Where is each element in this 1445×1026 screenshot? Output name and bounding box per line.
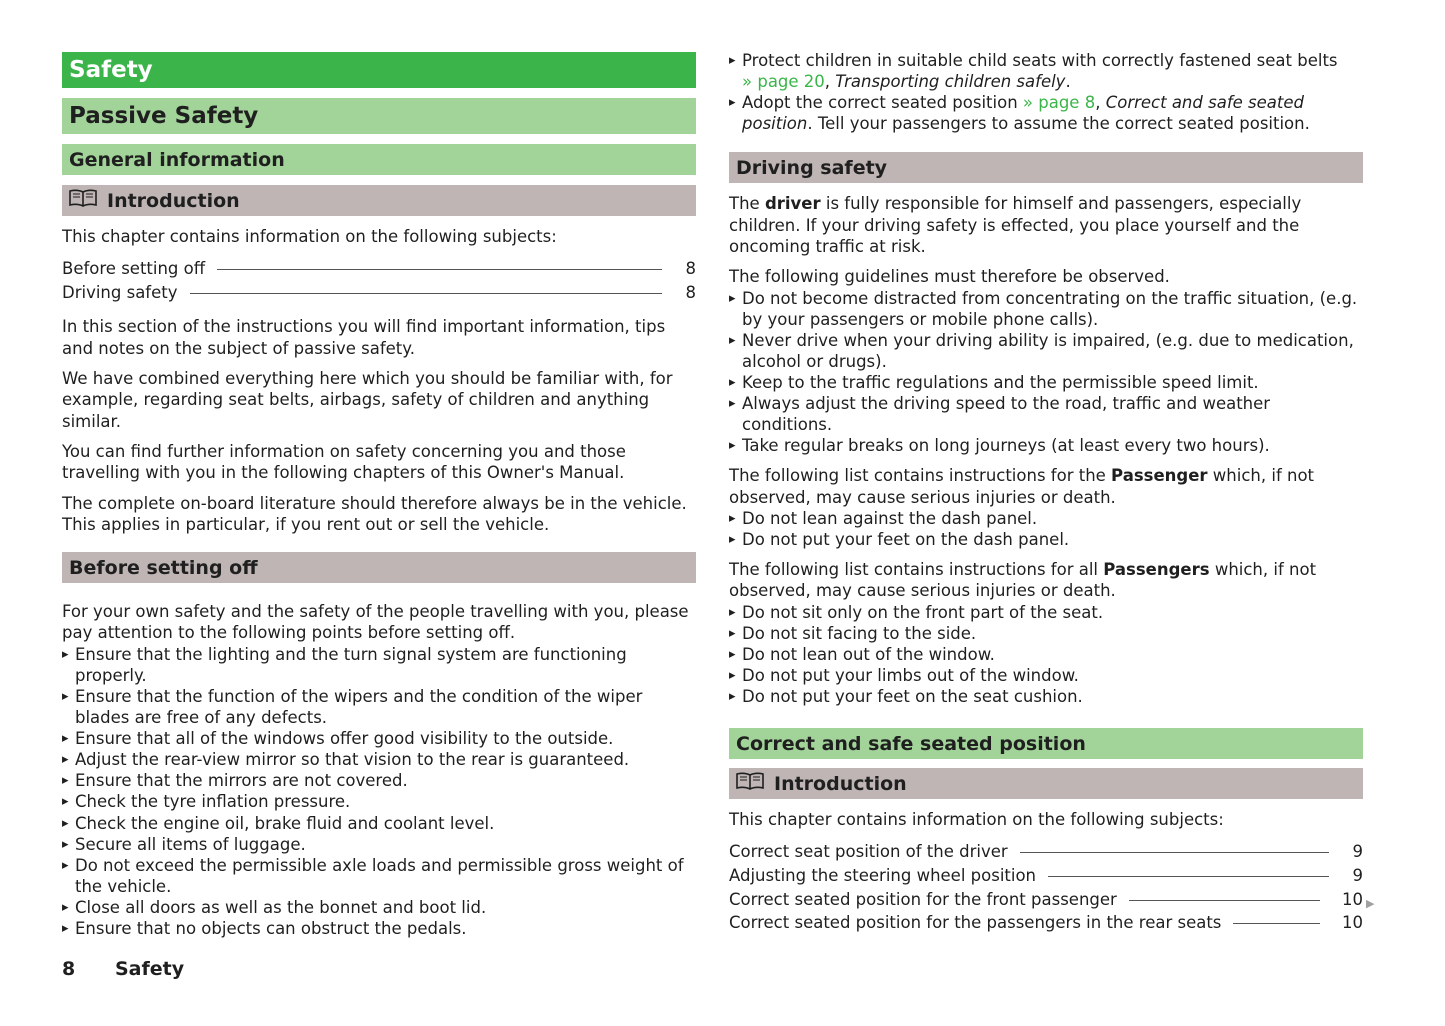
toc-title: Correct seated position for the front passenger: [729, 889, 1117, 909]
list-item: ▸ Secure all items of luggage.: [62, 834, 696, 855]
book-icon: [69, 189, 97, 212]
cross-reference: Transporting children safely: [835, 72, 1066, 92]
intro-heading: [62, 185, 696, 216]
passengers-paragraph: The following list contains instructions for all Passengers which, if not observed, may cause serious injuries or death.: [729, 560, 1317, 601]
list-item: ▸ Do not put your feet on the seat cushion.: [729, 686, 1363, 707]
page-link[interactable]: » page 20: [742, 72, 825, 92]
list-item: ▸ Do not put your limbs out of the window.: [729, 665, 1363, 686]
list-item: ▸ Keep to the traffic regulations and the permissible speed limit.: [729, 372, 1363, 393]
cross-reference: Correct and safe seated position: [742, 93, 1304, 134]
item-end: .: [1065, 72, 1071, 92]
list-item: ▸ Do not put your feet on the dash panel.: [729, 529, 1363, 550]
child-seat-list: [729, 50, 1363, 134]
guidelines-lead: The following guidelines must therefore be observed.: [729, 267, 1170, 287]
list-item: ▸ Do not sit facing to the side.: [729, 623, 1363, 644]
page-footer: [62, 958, 184, 980]
intro-heading-label: Introduction: [107, 189, 240, 212]
list-item: ▸ Check the tyre inflation pressure.: [62, 791, 696, 812]
before-lead: For your own safety and the safety of the people travelling with you, please pay attention to the following points before setting off.: [62, 602, 689, 643]
seated-toc-list: [729, 840, 1363, 934]
driving-paragraph: The driver is fully responsible for himself and passengers, especially children. If your driving safety is effected, you place yourself and the oncoming traffic at risk.: [729, 194, 1302, 256]
list-item: ▸ Do not lean against the dash panel.: [729, 508, 1363, 529]
list-item: ▸ Ensure that all of the windows offer good visibility to the outside.: [62, 728, 696, 749]
list-item: ▸ Do not sit only on the front part of the seat.: [729, 602, 1363, 623]
list-item: [729, 92, 1363, 134]
item-text: Adopt the correct seated position: [742, 93, 1018, 113]
paragraph: The complete on-board literature should therefore always be in the vehicle. This applies in particular, if you rent out or sell the vehicle.: [62, 493, 687, 534]
intro-lead: This chapter contains information on the following subjects:: [62, 227, 557, 246]
toc-title: Correct seat position of the driver: [729, 842, 1008, 862]
toc-title: Driving safety: [62, 282, 178, 302]
seated-intro-heading: [729, 768, 1363, 799]
seated-lead: This chapter contains information on the following subjects:: [729, 810, 1224, 830]
continue-arrow-icon: ▶: [1366, 897, 1375, 910]
toc-list: [62, 257, 696, 304]
separator: ,: [1095, 93, 1106, 113]
toc-item[interactable]: [729, 911, 1363, 935]
section-heading-correct-seated-position: Correct and safe seated position: [729, 728, 1363, 759]
toc-leader: [1048, 876, 1329, 877]
guidelines-list: [729, 288, 1363, 457]
toc-item[interactable]: [62, 281, 696, 305]
passenger-paragraph: The following list contains instructions for the Passenger which, if not observed, may cause serious injuries or death.: [729, 466, 1315, 507]
section-heading-passive-safety: Passive Safety: [62, 98, 696, 134]
list-item: ▸ Do not become distracted from concentrating on the traffic situation, (e.g. by your passengers or mobile phone calls).: [729, 288, 1363, 330]
toc-item[interactable]: [729, 840, 1363, 864]
left-column: [62, 52, 696, 939]
list-item: ▸ Adjust the rear-view mirror so that vision to the rear is guaranteed.: [62, 749, 696, 770]
list-item: ▸ Do not lean out of the window.: [729, 644, 1363, 665]
passenger-list: [729, 508, 1363, 550]
toc-page: 10: [1342, 913, 1363, 933]
list-item: ▸ Always adjust the driving speed to the road, traffic and weather conditions.: [729, 393, 1363, 435]
list-item: ▸ Ensure that the mirrors are not covered.: [62, 770, 696, 791]
list-item: ▸ Ensure that no objects can obstruct the pedals.: [62, 918, 696, 939]
page-number: 8: [62, 958, 76, 980]
list-item: ▸ Take regular breaks on long journeys (at least every two hours).: [729, 435, 1363, 456]
toc-leader: [1233, 923, 1320, 924]
toc-page: 8: [685, 259, 696, 279]
toc-leader: [190, 293, 663, 294]
toc-leader: [217, 269, 662, 270]
subsection-heading-general-information: General information: [62, 144, 696, 175]
chapter-heading-safety: Safety: [62, 52, 696, 88]
list-item: ▸ Ensure that the lighting and the turn signal system are functioning properly.: [62, 644, 696, 686]
section-heading-before-setting-off: Before setting off: [62, 552, 696, 583]
book-icon: [736, 772, 764, 795]
toc-title: Before setting off: [62, 259, 206, 279]
list-item: ▸ Do not exceed the permissible axle loads and permissible gross weight of the vehicle.: [62, 855, 696, 897]
toc-page: 9: [1352, 866, 1363, 886]
toc-leader: [1129, 900, 1320, 901]
seated-intro-heading-label: Introduction: [774, 772, 907, 795]
page-link[interactable]: » page 8: [1022, 93, 1096, 113]
toc-page: 8: [685, 282, 696, 302]
right-column: [729, 50, 1363, 935]
toc-leader: [1020, 852, 1329, 853]
separator: ,: [824, 72, 836, 92]
item-text: Protect children in suitable child seats with correctly fastened seat belts: [742, 51, 1338, 70]
paragraph: We have combined everything here which you should be familiar with, for example, regarding seat belts, airbags, safety of children and anything similar.: [62, 369, 673, 431]
list-item: ▸ Never drive when your driving ability is impaired, (e.g. due to medication, alcohol or drugs).: [729, 330, 1363, 372]
paragraph: You can find further information on safety concerning you and those travelling with you in the following chapters of this Owner's Manual.: [62, 441, 626, 483]
list-item: ▸ Check the engine oil, brake fluid and coolant level.: [62, 813, 696, 834]
toc-title: Correct seated position for the passengers in the rear seats: [729, 913, 1222, 933]
list-item: ▸ Close all doors as well as the bonnet and boot lid.: [62, 897, 696, 918]
toc-page: 10: [1342, 889, 1363, 909]
before-checklist: [62, 644, 696, 939]
footer-section-title: Safety: [115, 958, 185, 980]
passengers-list: [729, 602, 1363, 707]
toc-item[interactable]: [62, 257, 696, 281]
paragraph: In this section of the instructions you will find important information, tips and notes on the subject of passive safety.: [62, 317, 666, 358]
toc-title: Adjusting the steering wheel position: [729, 866, 1037, 886]
toc-item[interactable]: [729, 888, 1363, 912]
section-heading-driving-safety: Driving safety: [729, 152, 1363, 183]
toc-item[interactable]: [729, 864, 1363, 888]
list-item: [729, 50, 1363, 92]
toc-page: 9: [1352, 842, 1363, 862]
list-item: ▸ Ensure that the function of the wipers and the condition of the wiper blades are free of any defects.: [62, 686, 696, 728]
item-end: . Tell your passengers to assume the correct seated position.: [807, 114, 1310, 134]
